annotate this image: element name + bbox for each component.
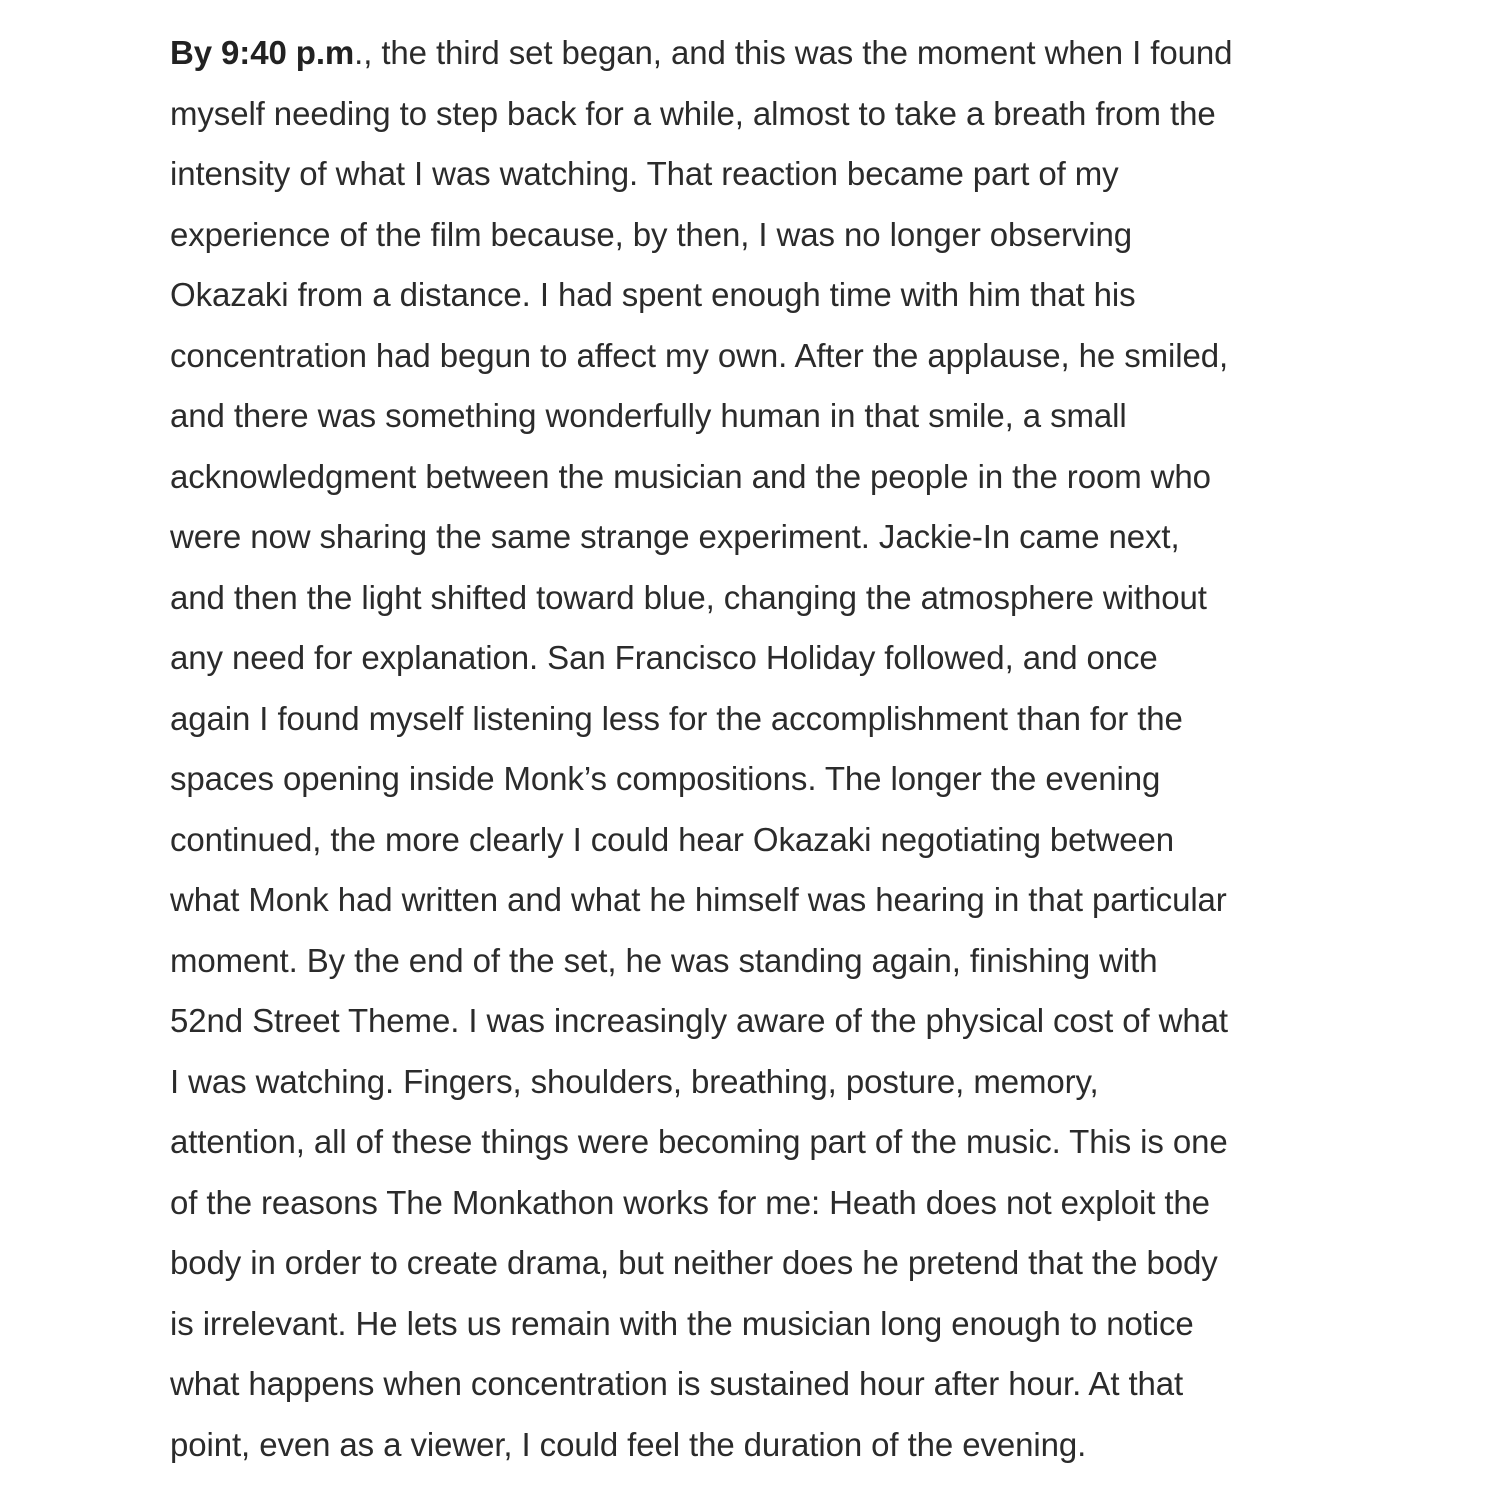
text-line: moment. By the end of the set, he was standing again, finishing with (170, 941, 1158, 979)
text-line: Okazaki from a distance. I had spent enough time with him that his (170, 276, 1136, 313)
text-line: experience of the film because, by then, I was no longer observing (170, 215, 1132, 253)
text-line: any need for explanation. San Francisco Holiday followed, and once (170, 639, 1158, 676)
text-line-content: ., the third set began, and this was the moment when I found (354, 34, 1233, 71)
text-line: myself needing to step back for a while, almost to take a breath from the (170, 94, 1216, 132)
text-line: continued, the more clearly I could hear Okazaki negotiating between (170, 820, 1174, 858)
text-line: spaces opening inside Monk’s compositions. The longer the evening (170, 760, 1161, 797)
text-line: acknowledgment between the musician and the people in the room who (170, 457, 1211, 495)
lead-time: By 9:40 p.m (170, 34, 355, 71)
text-line: I was watching. Fingers, shoulders, breathing, posture, memory, (170, 1062, 1099, 1100)
text-line: what happens when concentration is sustained hour after hour. At that (170, 1365, 1184, 1402)
text-line: and then the light shifted toward blue, changing the atmosphere without (170, 578, 1207, 616)
text-line: point, even as a viewer, I could feel the duration of the evening. (170, 1425, 1087, 1463)
article-paragraph (170, 23, 1340, 1475)
text-line: what Monk had written and what he himself was hearing in that particular (170, 881, 1227, 918)
text-line (170, 23, 1340, 84)
text-line: again I found myself listening less for the accomplishment than for the (170, 699, 1183, 737)
text-line: intensity of what I was watching. That reaction became part of my (170, 155, 1119, 192)
text-line: of the reasons The Monkathon works for me: Heath does not exploit the (170, 1183, 1210, 1221)
text-line: attention, all of these things were becoming part of the music. This is one (170, 1123, 1228, 1160)
text-line: 52nd Street Theme. I was increasingly aware of the physical cost of what (170, 1002, 1228, 1039)
text-line: and there was something wonderfully human in that smile, a small (170, 397, 1127, 434)
text-line: were now sharing the same strange experiment. Jackie-In came next, (170, 518, 1180, 555)
text-line: body in order to create drama, but neither does he pretend that the body (170, 1244, 1218, 1281)
text-line: is irrelevant. He lets us remain with the musician long enough to notice (170, 1304, 1194, 1342)
text-line: concentration had begun to affect my own. After the applause, he smiled, (170, 336, 1229, 374)
